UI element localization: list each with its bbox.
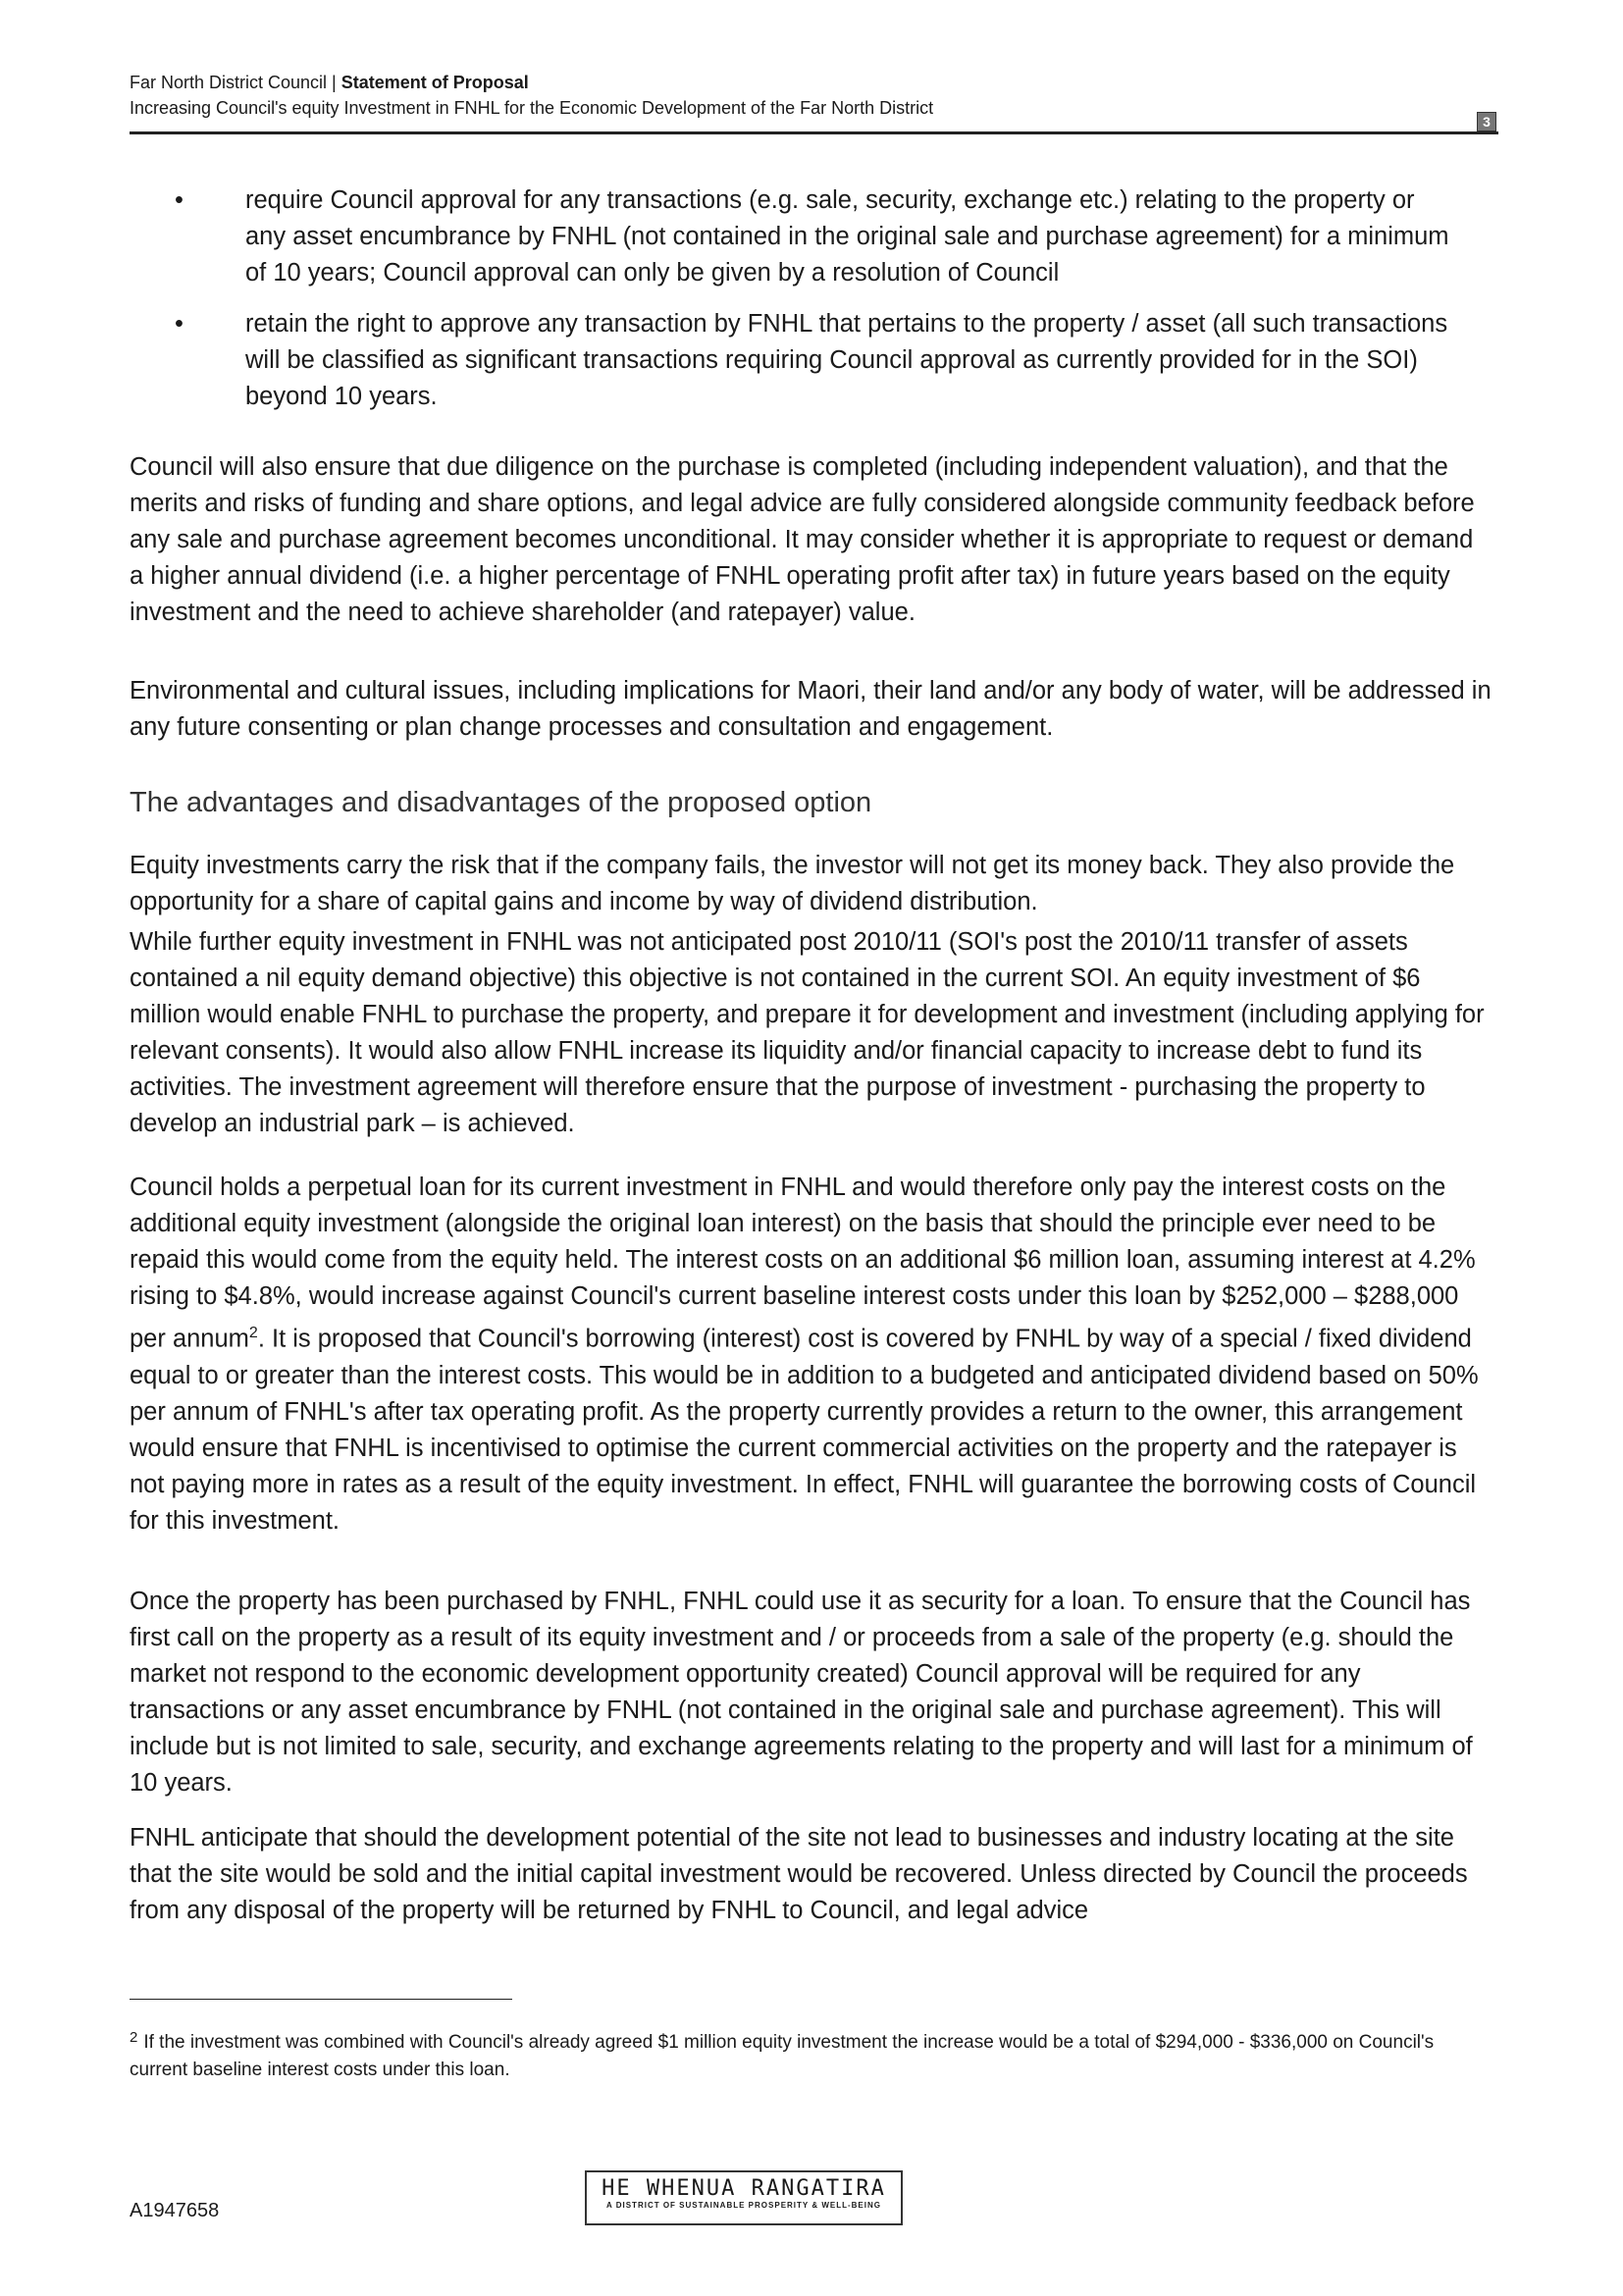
header-org: Far North District Council [130, 73, 328, 92]
bullet-icon: • [175, 186, 183, 214]
document-id: A1947658 [130, 2200, 220, 2221]
bullet-item [175, 183, 1450, 291]
paragraph: Council will also ensure that due diligence on the purchase is completed (including independent valuation), and that the merits and risks of funding and share options, and legal advice are fully considered alongside community feedback before any sale and purchase agreement becomes unconditional. It may consider whether it is appropriate to request or demand a higher annual dividend (i.e. a higher percentage of FNHL operating profit after tax) in future years based on the equity investment and the need to achieve shareholder (and ratepayer) value. [130, 453, 1475, 626]
paragraph: Environmental and cultural issues, including implications for Maori, their land and/or any body of water, will be addressed in any future consenting or plan change processes and consultation and engagement. [130, 677, 1492, 741]
header-separator: | [327, 73, 341, 92]
paragraph-text: Council holds a perpetual loan for its current investment in FNHL and would therefore only pay the interest costs on the additional equity investment (alongside the original loan interest) on the basis that should the principle ever need to be repaid this would come from the equity held. The interest costs on an additional $6 million loan, assuming interest at 4.2% rising to $4.8%, would increase against Council's current baseline interest costs under this loan by $252,000 – $288,000 per annum [130, 1174, 1476, 1353]
header-divider [130, 131, 1498, 134]
council-logo [585, 2170, 903, 2225]
bullet-text: retain the right to approve any transaction by FNHL that pertains to the property / asset (all such transactions will be classified as significant transactions requiring Council approval as currently provided for in the SOI) beyond 10 years. [245, 310, 1448, 410]
footnote [130, 2029, 1493, 2083]
logo-title: HE WHENUA RANGATIRA [602, 2176, 886, 2201]
paragraph: Equity investments carry the risk that if the company fails, the investor will not get its money back. They also provide the opportunity for a share of capital gains and income by way of dividend distribution. [130, 852, 1455, 915]
logo-tagline: A DISTRICT OF SUSTAINABLE PROSPERITY & WELL-BEING [606, 2201, 881, 2210]
bullet-text: require Council approval for any transactions (e.g. sale, security, exchange etc.) relating to the property or any asset encumbrance by FNHL (not contained in the original sale and purchase agreement) for a minimum of 10 years; Council approval can only be given by a resolution of Council [245, 186, 1449, 287]
section-heading: The advantages and disadvantages of the proposed option [130, 787, 872, 818]
bullet-item [175, 306, 1450, 415]
header-subtitle: Increasing Council's equity Investment in FNHL for the Economic Development of the Far North District [130, 98, 934, 118]
paragraph: FNHL anticipate that should the development potential of the site not lead to businesses and industry locating at the site that the site would be sold and the initial capital investment would be recovered. Unless directed by Council the proceeds from any disposal of the property will be returned by FNHL to Council, and legal advice [130, 1824, 1468, 1924]
paragraph: Once the property has been purchased by FNHL, FNHL could use it as security for a loan. To ensure that the Council has first call on the property as a result of its equity investment and / or proceeds from a sale of the property (e.g. should the market not respond to the economic development opportunity created) Council approval will be required for any transactions or any asset encumbrance by FNHL (not contained in the original sale and purchase agreement). This will include but is not limited to sale, security, and exchange agreements relating to the property and will last for a minimum of 10 years. [130, 1588, 1473, 1797]
paragraph-text: . It is proposed that Council's borrowing (interest) cost is covered by FNHL by way of a special / fixed dividend equal to or greater than the interest costs. This would be in addition to a budgeted and anticipated dividend based on 50% per annum of FNHL's after tax operating profit. As the property currently provides a return to the owner, this arrangement would ensure that FNHL is incentivised to optimise the current commercial activities on the property and the ratepayer is not paying more in rates as a result of the equity investment. In effect, FNHL will guarantee the borrowing costs of Council for this investment. [130, 1325, 1479, 1535]
footnote-number: 2 [130, 2029, 138, 2046]
footnote-ref[interactable]: 2 [248, 1325, 258, 1341]
header-doc-type: Statement of Proposal [340, 73, 529, 92]
page-number: 3 [1477, 112, 1496, 131]
footnote-text: If the investment was combined with Council's already agreed $1 million equity investment the increase would be a total of $294,000 - $336,000 on Council's current baseline interest costs under this loan. [130, 2032, 1435, 2080]
paragraph: While further equity investment in FNHL was not anticipated post 2010/11 (SOI's post the 2010/11 transfer of assets contained a nil equity demand objective) this objective is not contained in the current SOI. An equity investment of $6 million would enable FNHL to purchase the property, and prepare it for development and investment (including applying for relevant consents). It would also allow FNHL increase its liquidity and/or financial capacity to increase debt to fund its activities. The investment agreement will therefore ensure that the purpose of investment - purchasing the property to develop an industrial park – is achieved. [130, 928, 1485, 1137]
bullet-icon: • [175, 310, 183, 338]
interest-paragraph [130, 1170, 1493, 1539]
footnote-divider [130, 1999, 512, 2000]
header-title [130, 73, 529, 93]
